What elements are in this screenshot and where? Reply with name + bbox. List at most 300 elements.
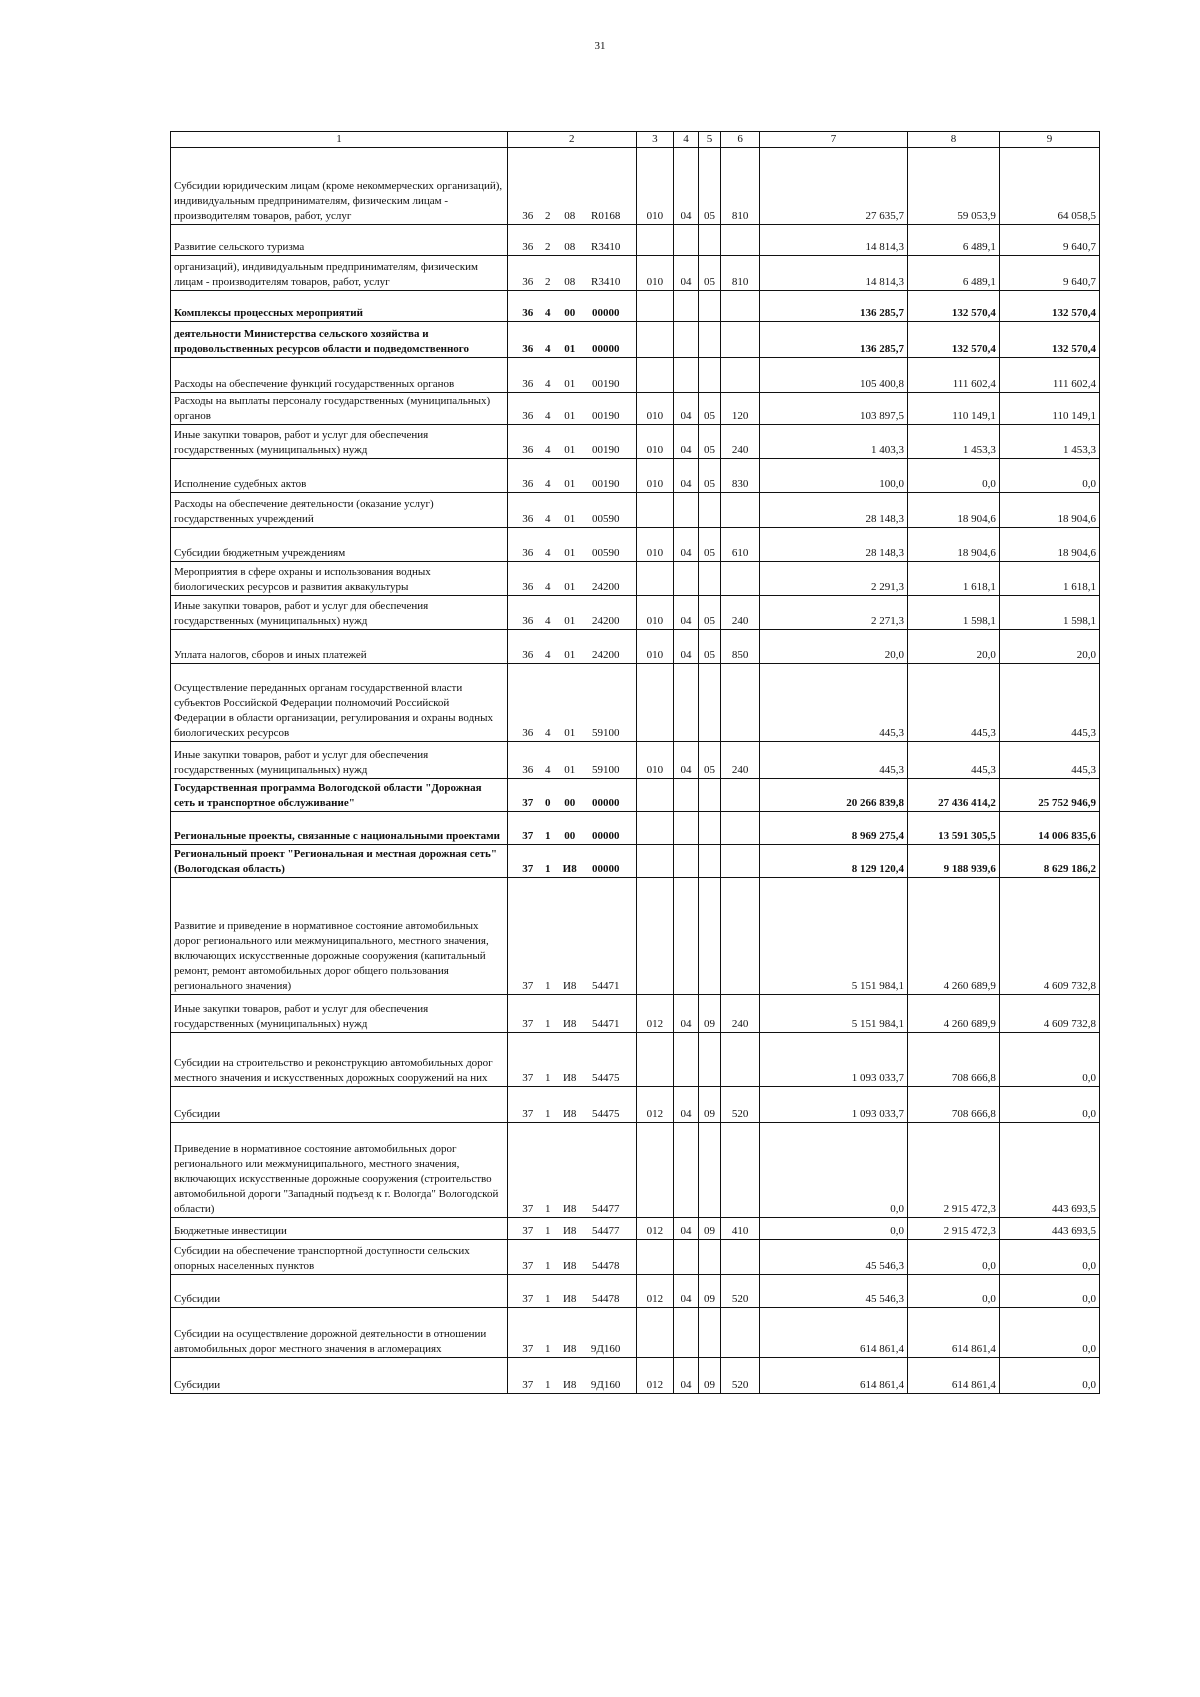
amount-year-2: 132 570,4 [908, 322, 1000, 358]
direction-code: 00190 [591, 410, 620, 422]
direction-code: 00190 [591, 444, 620, 456]
grbs-code [636, 1308, 674, 1358]
subprogram-code: 1 [544, 1260, 551, 1272]
table-row [171, 664, 1100, 742]
row-name: деятельности Министерства сельского хозяйства и продовольственных ресурсов области и подведомственного [171, 322, 508, 358]
header-cell: 2 [507, 132, 636, 148]
subprogram-code: 1 [544, 830, 551, 842]
table-row [171, 845, 1100, 878]
amount-year-1: 20 266 839,8 [760, 779, 908, 812]
subprogram-code: 4 [544, 764, 551, 776]
subprogram-code: 4 [544, 410, 551, 422]
target-article-code [507, 845, 636, 878]
amount-year-1: 100,0 [760, 459, 908, 493]
direction-code: R3410 [591, 276, 621, 288]
subsection-code: 05 [698, 459, 720, 493]
section-code: 04 [674, 256, 699, 291]
amount-year-2: 445,3 [908, 742, 1000, 779]
row-name: организаций), индивидуальным предпринимателям, физическим лицам - производителям товаров, работ, услуг [171, 256, 508, 291]
amount-year-2: 0,0 [908, 459, 1000, 493]
target-article-code [507, 148, 636, 225]
amount-year-2: 4 260 689,9 [908, 878, 1000, 995]
amount-year-1: 614 861,4 [760, 1358, 908, 1394]
row-name: Субсидии на обеспечение транспортной доступности сельских опорных населенных пунктов [171, 1240, 508, 1275]
table-row [171, 1218, 1100, 1240]
amount-year-1: 136 285,7 [760, 322, 908, 358]
table-row [171, 322, 1100, 358]
grbs-code: 012 [636, 1087, 674, 1123]
amount-year-3: 8 629 186,2 [999, 845, 1099, 878]
amount-year-3: 25 752 946,9 [999, 779, 1099, 812]
amount-year-3: 20,0 [999, 630, 1099, 664]
table-row [171, 1275, 1100, 1308]
section-code: 04 [674, 1358, 699, 1394]
target-article-code [507, 225, 636, 256]
section-code [674, 322, 699, 358]
amount-year-1: 0,0 [760, 1123, 908, 1218]
amount-year-3: 1 618,1 [999, 562, 1099, 596]
subprogram-code: 4 [544, 649, 551, 661]
grbs-code [636, 358, 674, 393]
amount-year-3: 64 058,5 [999, 148, 1099, 225]
subprogram-code: 4 [544, 307, 551, 319]
amount-year-2: 27 436 414,2 [908, 779, 1000, 812]
amount-year-2: 708 666,8 [908, 1087, 1000, 1123]
subsection-code: 05 [698, 742, 720, 779]
event-code: И8 [562, 1293, 577, 1305]
subsection-code [698, 1240, 720, 1275]
table-row [171, 1033, 1100, 1087]
expense-type-code: 520 [721, 1087, 760, 1123]
subsection-code: 09 [698, 1218, 720, 1240]
expense-type-code: 830 [721, 459, 760, 493]
header-cell: 4 [674, 132, 699, 148]
section-code: 04 [674, 596, 699, 630]
amount-year-2: 59 053,9 [908, 148, 1000, 225]
amount-year-3: 0,0 [999, 1087, 1099, 1123]
subsection-code [698, 845, 720, 878]
subsection-code [698, 291, 720, 322]
table-row [171, 742, 1100, 779]
section-code [674, 845, 699, 878]
amount-year-3: 18 904,6 [999, 528, 1099, 562]
amount-year-3: 443 693,5 [999, 1218, 1099, 1240]
target-article-code [507, 596, 636, 630]
amount-year-3: 4 609 732,8 [999, 995, 1099, 1033]
grbs-code [636, 1033, 674, 1087]
target-article-code [507, 291, 636, 322]
subprogram-code: 2 [544, 276, 551, 288]
subprogram-code: 1 [544, 1343, 551, 1355]
event-code: 08 [564, 210, 576, 222]
subsection-code: 05 [698, 425, 720, 459]
target-article-code [507, 322, 636, 358]
expense-type-code [721, 845, 760, 878]
subsection-code: 09 [698, 1275, 720, 1308]
expense-type-code [721, 812, 760, 845]
section-code [674, 1240, 699, 1275]
section-code: 04 [674, 393, 699, 425]
row-name: Субсидии [171, 1358, 508, 1394]
amount-year-2: 1 598,1 [908, 596, 1000, 630]
grbs-code [636, 664, 674, 742]
expense-type-code: 850 [721, 630, 760, 664]
subprogram-code: 4 [544, 444, 551, 456]
subprogram-code: 1 [544, 1225, 551, 1237]
row-name: Иные закупки товаров, работ и услуг для обеспечения государственных (муниципальных) нужд [171, 742, 508, 779]
amount-year-3: 0,0 [999, 1033, 1099, 1087]
grbs-code: 012 [636, 1358, 674, 1394]
table-row [171, 562, 1100, 596]
amount-year-1: 0,0 [760, 1218, 908, 1240]
table-row [171, 493, 1100, 528]
amount-year-1: 45 546,3 [760, 1240, 908, 1275]
subprogram-code: 4 [544, 513, 551, 525]
program-code: 37 [522, 980, 534, 992]
grbs-code [636, 1123, 674, 1218]
direction-code: 54478 [591, 1260, 620, 1272]
amount-year-1: 1 093 033,7 [760, 1033, 908, 1087]
table-row [171, 995, 1100, 1033]
table-row [171, 596, 1100, 630]
amount-year-1: 27 635,7 [760, 148, 908, 225]
event-code: 01 [564, 343, 576, 355]
amount-year-1: 8 129 120,4 [760, 845, 908, 878]
row-name: Региональные проекты, связанные с национальными проектами [171, 812, 508, 845]
program-code: 37 [522, 1293, 534, 1305]
expense-type-code [721, 562, 760, 596]
target-article-code [507, 779, 636, 812]
direction-code: 59100 [591, 727, 620, 739]
program-code: 37 [522, 863, 534, 875]
target-article-code [507, 664, 636, 742]
grbs-code: 010 [636, 425, 674, 459]
direction-code: 54477 [591, 1225, 620, 1237]
section-code: 04 [674, 995, 699, 1033]
event-code: И8 [562, 1072, 577, 1084]
header-cell: 6 [721, 132, 760, 148]
program-code: 37 [522, 1108, 534, 1120]
grbs-code [636, 562, 674, 596]
amount-year-2: 110 149,1 [908, 393, 1000, 425]
program-code: 36 [522, 410, 534, 422]
row-name: Развитие сельского туризма [171, 225, 508, 256]
row-name: Комплексы процессных мероприятий [171, 291, 508, 322]
direction-code: 9Д160 [590, 1379, 621, 1391]
grbs-code: 010 [636, 630, 674, 664]
grbs-code [636, 291, 674, 322]
section-code [674, 1123, 699, 1218]
target-article-code [507, 630, 636, 664]
subsection-code [698, 562, 720, 596]
amount-year-1: 5 151 984,1 [760, 878, 908, 995]
direction-code: 00190 [591, 478, 620, 490]
program-code: 36 [522, 210, 534, 222]
amount-year-2: 6 489,1 [908, 256, 1000, 291]
amount-year-3: 132 570,4 [999, 291, 1099, 322]
amount-year-3: 445,3 [999, 664, 1099, 742]
amount-year-2: 111 602,4 [908, 358, 1000, 393]
amount-year-2: 6 489,1 [908, 225, 1000, 256]
amount-year-2: 445,3 [908, 664, 1000, 742]
grbs-code: 010 [636, 256, 674, 291]
section-code [674, 358, 699, 393]
amount-year-1: 2 271,3 [760, 596, 908, 630]
amount-year-3: 445,3 [999, 742, 1099, 779]
expense-type-code: 240 [721, 425, 760, 459]
table-row [171, 291, 1100, 322]
row-name: Осуществление переданных органам государственной власти субъектов Российской Федерации полномочий Российской Федерации в области организации, регулирования и охраны водных биологических ресурсов [171, 664, 508, 742]
grbs-code: 010 [636, 742, 674, 779]
expense-type-code [721, 291, 760, 322]
expense-type-code [721, 322, 760, 358]
expense-type-code [721, 225, 760, 256]
direction-code: 00590 [591, 513, 620, 525]
grbs-code: 012 [636, 1218, 674, 1240]
table-row [171, 358, 1100, 393]
grbs-code [636, 225, 674, 256]
event-code: И8 [562, 1203, 577, 1215]
event-code: 01 [564, 378, 576, 390]
expense-type-code [721, 1123, 760, 1218]
amount-year-3: 0,0 [999, 1275, 1099, 1308]
subprogram-code: 4 [544, 547, 551, 559]
amount-year-3: 132 570,4 [999, 322, 1099, 358]
direction-code: 00000 [591, 830, 620, 842]
event-code: 01 [564, 513, 576, 525]
grbs-code [636, 322, 674, 358]
row-name: Субсидии юридическим лицам (кроме некоммерческих организаций), индивидуальным предпринимателям, физическим лицам - производителям товаров, работ, услуг [171, 148, 508, 225]
subsection-code [698, 1308, 720, 1358]
expense-type-code: 810 [721, 148, 760, 225]
program-code: 37 [522, 797, 534, 809]
subprogram-code: 4 [544, 378, 551, 390]
row-name: Субсидии на строительство и реконструкцию автомобильных дорог местного значения и искусственных дорожных сооружений на них [171, 1033, 508, 1087]
subprogram-code: 4 [544, 343, 551, 355]
amount-year-1: 20,0 [760, 630, 908, 664]
expense-type-code: 610 [721, 528, 760, 562]
subsection-code [698, 812, 720, 845]
program-code: 36 [522, 727, 534, 739]
header-row [171, 132, 1100, 148]
subsection-code: 05 [698, 393, 720, 425]
table-row [171, 812, 1100, 845]
subprogram-code: 1 [544, 863, 551, 875]
program-code: 36 [522, 241, 534, 253]
event-code: И8 [562, 1018, 577, 1030]
subprogram-code: 1 [544, 1203, 551, 1215]
program-code: 36 [522, 581, 534, 593]
amount-year-3: 4 609 732,8 [999, 878, 1099, 995]
amount-year-3: 1 453,3 [999, 425, 1099, 459]
event-code: 01 [564, 410, 576, 422]
target-article-code [507, 562, 636, 596]
grbs-code: 010 [636, 148, 674, 225]
expense-type-code: 240 [721, 742, 760, 779]
direction-code: 54477 [591, 1203, 620, 1215]
amount-year-1: 445,3 [760, 742, 908, 779]
subsection-code: 09 [698, 995, 720, 1033]
event-code: 01 [564, 727, 576, 739]
amount-year-1: 136 285,7 [760, 291, 908, 322]
table-row [171, 425, 1100, 459]
table-row [171, 148, 1100, 225]
target-article-code [507, 995, 636, 1033]
section-code: 04 [674, 630, 699, 664]
direction-code: 54475 [591, 1072, 620, 1084]
table-row [171, 1308, 1100, 1358]
amount-year-3: 9 640,7 [999, 256, 1099, 291]
subsection-code: 05 [698, 630, 720, 664]
direction-code: 54475 [591, 1108, 620, 1120]
amount-year-2: 18 904,6 [908, 528, 1000, 562]
target-article-code [507, 393, 636, 425]
section-code: 04 [674, 1087, 699, 1123]
target-article-code [507, 1218, 636, 1240]
subsection-code: 05 [698, 528, 720, 562]
program-code: 36 [522, 764, 534, 776]
row-name: Уплата налогов, сборов и иных платежей [171, 630, 508, 664]
program-code: 36 [522, 513, 534, 525]
amount-year-2: 614 861,4 [908, 1358, 1000, 1394]
direction-code: 00190 [591, 378, 620, 390]
amount-year-2: 4 260 689,9 [908, 995, 1000, 1033]
program-code: 37 [522, 830, 534, 842]
direction-code: 54471 [591, 1018, 620, 1030]
table-body [171, 148, 1100, 1394]
amount-year-3: 9 640,7 [999, 225, 1099, 256]
expense-type-code: 520 [721, 1275, 760, 1308]
section-code: 04 [674, 459, 699, 493]
row-name: Приведение в нормативное состояние автомобильных дорог регионального или межмуниципального, местного значения, включающих искусственные дорожные сооружения (строительство автомобильной дороги "Западный подъезд к г. Вологда" Вологодской области) [171, 1123, 508, 1218]
row-name: Расходы на обеспечение деятельности (оказание услуг) государственных учреждений [171, 493, 508, 528]
page-number: 31 [594, 40, 606, 52]
section-code [674, 291, 699, 322]
direction-code: 00000 [591, 343, 620, 355]
target-article-code [507, 459, 636, 493]
event-code: И8 [562, 1108, 577, 1120]
expense-type-code [721, 878, 760, 995]
header-cell: 3 [636, 132, 674, 148]
grbs-code [636, 878, 674, 995]
program-code: 37 [522, 1343, 534, 1355]
expense-type-code: 120 [721, 393, 760, 425]
section-code [674, 664, 699, 742]
program-code: 36 [522, 444, 534, 456]
grbs-code: 012 [636, 995, 674, 1033]
subsection-code [698, 493, 720, 528]
header-cell: 8 [908, 132, 1000, 148]
target-article-code [507, 812, 636, 845]
subsection-code [698, 1123, 720, 1218]
amount-year-1: 103 897,5 [760, 393, 908, 425]
table-row [171, 528, 1100, 562]
amount-year-1: 28 148,3 [760, 528, 908, 562]
subsection-code [698, 664, 720, 742]
event-code: 01 [564, 478, 576, 490]
program-code: 37 [522, 1072, 534, 1084]
amount-year-2: 18 904,6 [908, 493, 1000, 528]
event-code: И8 [562, 1343, 577, 1355]
grbs-code: 010 [636, 596, 674, 630]
event-code: И8 [562, 1225, 577, 1237]
table-row [171, 459, 1100, 493]
section-code: 04 [674, 1218, 699, 1240]
grbs-code [636, 1240, 674, 1275]
direction-code: R3410 [591, 241, 621, 253]
amount-year-3: 0,0 [999, 1358, 1099, 1394]
amount-year-1: 2 291,3 [760, 562, 908, 596]
program-code: 37 [522, 1018, 534, 1030]
expense-type-code: 240 [721, 995, 760, 1033]
subsection-code [698, 358, 720, 393]
amount-year-1: 28 148,3 [760, 493, 908, 528]
row-name: Субсидии бюджетным учреждениям [171, 528, 508, 562]
subsection-code: 09 [698, 1358, 720, 1394]
amount-year-2: 132 570,4 [908, 291, 1000, 322]
program-code: 36 [522, 276, 534, 288]
header-cell: 1 [171, 132, 508, 148]
grbs-code [636, 845, 674, 878]
row-name: Развитие и приведение в нормативное состояние автомобильных дорог регионального или межмуниципального, местного значения, включающих искусственные дорожные сооружения (капитальный ремонт, ремонт автомобильных дорог общего пользования регионального значения) [171, 878, 508, 995]
subprogram-code: 1 [544, 1108, 551, 1120]
amount-year-2: 20,0 [908, 630, 1000, 664]
table-row [171, 1123, 1100, 1218]
subsection-code: 05 [698, 256, 720, 291]
amount-year-1: 614 861,4 [760, 1308, 908, 1358]
amount-year-2: 13 591 305,5 [908, 812, 1000, 845]
target-article-code [507, 878, 636, 995]
table-row [171, 393, 1100, 425]
subprogram-code: 0 [544, 797, 551, 809]
amount-year-2: 9 188 939,6 [908, 845, 1000, 878]
target-article-code [507, 742, 636, 779]
event-code: 08 [564, 241, 576, 253]
event-code: 01 [564, 444, 576, 456]
event-code: 08 [564, 276, 576, 288]
event-code: 01 [564, 547, 576, 559]
amount-year-1: 445,3 [760, 664, 908, 742]
subsection-code: 09 [698, 1087, 720, 1123]
event-code: И8 [562, 1260, 577, 1272]
program-code: 36 [522, 307, 534, 319]
amount-year-1: 105 400,8 [760, 358, 908, 393]
row-name: Иные закупки товаров, работ и услуг для обеспечения государственных (муниципальных) нужд [171, 425, 508, 459]
program-code: 36 [522, 378, 534, 390]
row-name: Субсидии [171, 1275, 508, 1308]
amount-year-3: 18 904,6 [999, 493, 1099, 528]
section-code [674, 878, 699, 995]
direction-code: 24200 [591, 581, 620, 593]
program-code: 37 [522, 1225, 534, 1237]
event-code: И8 [562, 1379, 577, 1391]
program-code: 37 [522, 1260, 534, 1272]
expense-type-code: 520 [721, 1358, 760, 1394]
event-code: 01 [564, 764, 576, 776]
amount-year-3: 111 602,4 [999, 358, 1099, 393]
row-name: Расходы на обеспечение функций государственных органов [171, 358, 508, 393]
event-code: 01 [564, 615, 576, 627]
expense-type-code [721, 664, 760, 742]
target-article-code [507, 425, 636, 459]
subprogram-code: 4 [544, 727, 551, 739]
subprogram-code: 4 [544, 581, 551, 593]
amount-year-3: 0,0 [999, 459, 1099, 493]
direction-code: 24200 [591, 615, 620, 627]
amount-year-3: 443 693,5 [999, 1123, 1099, 1218]
section-code [674, 779, 699, 812]
amount-year-3: 0,0 [999, 1240, 1099, 1275]
